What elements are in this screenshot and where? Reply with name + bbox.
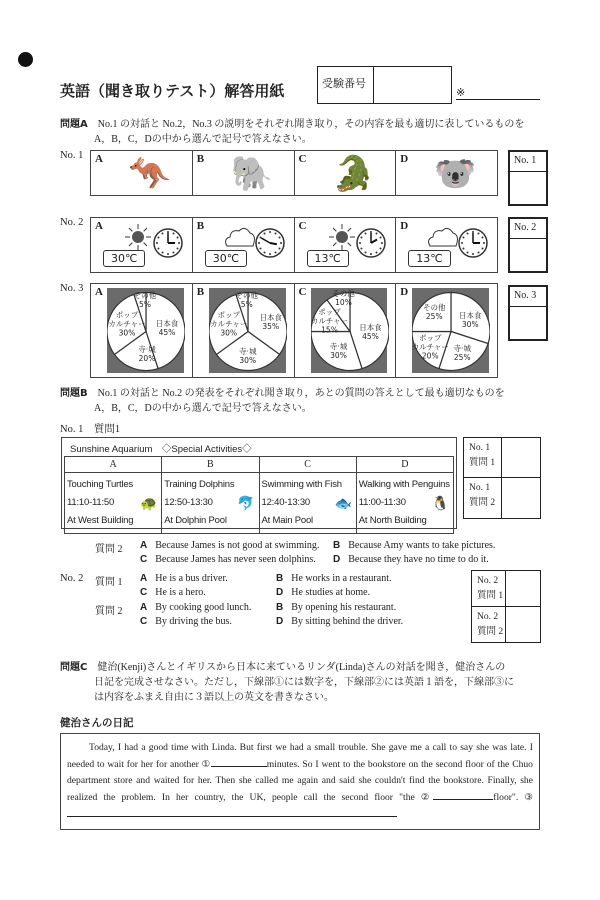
answer-row [472,571,540,607]
exam-number-label: 受験番号 [318,67,374,103]
pie-chart-option [396,284,497,377]
row-label: No. 2 [60,217,84,228]
option-key: C [140,587,148,598]
temperature-label: 13℃ [408,250,450,267]
answer-box-no2[interactable] [508,217,548,273]
option-letter: B [196,220,205,232]
clock-icon [457,227,489,264]
activities-table [64,456,454,534]
fish-icon: 🐟 [334,495,352,511]
pie-chart-option [193,284,295,377]
activity-cell [356,473,453,534]
option-letter: D [400,220,409,232]
option-letter: A [95,220,103,232]
answer-option [140,540,319,551]
activity-activity: Touching Turtles [67,479,133,490]
activity-time: 11:00-11:30 [358,497,406,508]
no2-q1-label: 質問 1 [95,577,123,588]
pie-chart [209,288,286,373]
option-text: He works in a restaurant. [291,573,392,584]
weather-option [295,218,397,272]
pie-slice-label: 寺·城 25% [453,344,471,362]
turtle-icon: 🐢 [140,495,158,511]
answer-label: No. 2 [510,219,546,239]
answer-option [333,554,489,565]
section-b-instruction [60,386,505,416]
answer-row [472,607,540,643]
column-header: B [162,457,259,473]
no2-label: No. 2 [60,573,84,584]
option-letter: C [298,286,307,298]
activity-time: 12:50-13:30 [164,497,213,508]
option-key: B [333,540,341,551]
row-label: No. 1 [60,150,84,161]
option-key: C [140,616,148,627]
activity-place: At North Building [358,515,427,526]
cloud-icon [426,224,460,250]
option-letter: D [400,286,409,298]
section-b-label: 問題B [60,388,88,399]
no3-panels [90,283,498,378]
activity-time: 12:40-13:30 [261,497,311,508]
option-key: A [140,602,148,613]
answer-grid-no1 [463,437,541,519]
pie-slice-label: 寺·城 20% [138,345,156,363]
sun-icon [325,224,359,250]
temperature-label: 30℃ [103,250,145,267]
column-header: C [259,457,356,473]
row-label: No. 3 [60,283,84,294]
pie-slice-label: その他 5% [133,291,157,309]
no1-question1-label: No. 1 質問1 [60,424,121,435]
pie-slice-label: ポップ カルチャー 30% [210,310,248,338]
pie-slice-label: ポップ カルチャー 15% [310,307,349,335]
section-a-label: 問題A [60,119,88,130]
cloud-icon [223,224,257,250]
pie-chart-option [91,284,193,377]
dolphin-icon: 🐬 [237,495,255,511]
kangaroo-icon: 🦘 [128,156,172,193]
pie-slice-label: その他 5% [235,291,258,309]
temperature-label: 13℃ [307,250,349,267]
option-text: He is a bus driver. [155,573,228,584]
answer-field[interactable] [506,607,540,643]
mark-field[interactable]: ※ [456,86,540,100]
option-key: B [276,602,284,613]
exam-number-box [317,66,452,104]
crocodile-icon: 🐊 [332,156,375,193]
answer-label: No. 3 [510,287,546,307]
instruction-text: 日記を完成させなさい。ただし，下線部①には数字を，下線部②には英語１語を，下線部③に [94,677,514,688]
option-key: C [140,554,148,565]
no2-q2-label: 質問 2 [95,606,123,617]
activity-cell [65,473,162,534]
answer-field[interactable] [506,571,540,606]
blank-1-input[interactable] [211,756,267,767]
answer-option [276,616,403,627]
answer-label-no: No. 1 [469,443,491,453]
pie-slice-label: その他 10% [332,289,355,307]
answer-label-no: No. 1 [469,483,491,493]
answer-label-question: 質問 2 [477,626,504,637]
answer-label [472,607,506,643]
activity-activity: Training Dolphins [164,479,235,490]
pie-chart-option [295,284,397,377]
column-header: D [356,457,453,473]
answer-option [276,602,396,613]
activity-place: At West Building [67,515,134,526]
activity-time: 11:10-11:50 [67,497,115,508]
koala-icon: 🐨 [433,156,477,193]
option-text: By sitting behind the driver. [291,616,404,627]
no1-panels [90,150,498,196]
answer-label-no: No. 2 [477,611,499,622]
answer-option [140,616,232,627]
elephant-icon: 🐘 [230,156,273,193]
answer-box-no3[interactable] [508,285,548,341]
pie-slice-label: 寺·城 30% [329,342,348,360]
answer-field[interactable] [502,438,540,477]
pie-chart [311,288,388,373]
answer-option [140,587,206,598]
option-key: D [276,587,284,598]
instruction-text: A，B，C，Dの中から選んで記号で答えなさい。 [94,403,312,414]
answer-label-question: 質問 1 [469,458,496,468]
temperature-label: 30℃ [205,250,247,267]
answer-label-question: 質問 2 [469,498,496,508]
pie-slice-label: 日本食 45% [359,323,382,341]
pie-slice-label: ポップ カルチャー 30% [108,310,146,338]
answer-label-question: 質問 1 [477,591,504,601]
exam-number-field[interactable] [374,67,451,103]
page-title: 英語（聞き取りテスト）解答用紙 [60,82,285,100]
weather-option [91,218,193,272]
clock-icon [152,227,184,264]
option-key: A [140,573,148,584]
option-text: He studies at home. [291,587,371,598]
answer-box-no1[interactable] [508,150,548,206]
answer-row [464,478,540,518]
diary-title: 健治さんの日記 [60,717,134,729]
answer-option [333,540,495,551]
option-letter: A [95,286,103,298]
answer-label: No. 1 [510,152,546,172]
option-letter: D [400,153,409,165]
pie-slice-label: 寺·城 30% [239,347,257,365]
pie-slice-label: 日本食 30% [459,311,482,329]
option-letter: C [298,220,307,232]
option-letter: B [196,286,205,298]
answer-grid-no2 [471,570,541,643]
option-text: He is a hero. [155,587,206,598]
aquarium-schedule [61,437,457,529]
sun-icon [121,224,155,250]
option-key: D [333,554,341,565]
answer-field[interactable] [502,478,540,518]
blank-3-input[interactable] [67,806,397,817]
section-a-instruction [60,117,524,147]
option-d-koala [396,151,497,195]
registration-dot [18,52,33,67]
activity-place: At Dolphin Pool [164,515,227,526]
activity-cell [259,473,356,534]
penguin-icon: 🐧 [431,495,449,511]
clock-icon [254,227,286,264]
option-key: A [140,540,148,551]
activity-place: At Main Pool [261,515,313,526]
instruction-text: A，B，C，Dの中から選んで記号で答えなさい。 [94,134,312,145]
option-text: Because James has never seen dolphins. [155,554,316,565]
option-text: By driving the bus. [155,616,232,627]
pie-chart [412,288,489,373]
instruction-text: 健治(Kenji)さんとイギリスから日本に来ているリンダ(Linda)さんの対話を聞き，健治さんの [97,662,506,673]
option-letter: A [95,153,103,165]
weather-option [193,218,295,272]
instruction-text: は内容をふまえ自由に３語以上の英文を書きなさい。 [94,692,334,703]
instruction-text: No.1 の対話と No.2，No.3 の説明をそれぞれ聞き取り，その内容を最も適切に表しているものを [97,119,525,130]
option-c-crocodile [295,151,397,195]
answer-label [464,478,502,518]
pie-chart [107,288,184,373]
option-text: Because Amy wants to take pictures. [348,540,496,551]
option-key: D [276,616,284,627]
q2-label: 質問 2 [95,544,123,555]
pie-slice-label: その他 25% [423,303,446,321]
no2-panels [90,217,498,273]
answer-label [464,438,502,477]
answer-label [472,571,506,606]
section-c-label: 問題C [60,662,88,673]
diary-text: floor". ③ [493,792,533,803]
answer-option [140,602,251,613]
activity-activity: Swimming with Fish [261,479,342,490]
answer-option [140,554,316,565]
answer-option [276,573,391,584]
diary-text: minutes. So I went to the bookstore on the second floor of the Chuo department store and waited for her. Then she called me again and said she couldn't find the bookstore. Finally, she realized the problem. In her country, the UK, people call the second floor "the ② [67,759,533,803]
diary-text: Today, I had a good time with Linda. But first we had a small trouble. She gave me a call to say she was late. I needed to wait for her for another ① [67,742,533,770]
instruction-text: No.1 の対話と No.2 の発表をそれぞれ聞き取り，あとの質問の答えとして最も適切なものを [97,388,505,399]
column-header: A [65,457,162,473]
option-letter: C [298,153,307,165]
answer-option [140,573,228,584]
option-key: B [276,573,284,584]
answer-row [464,438,540,478]
option-text: By cooking good lunch. [155,602,252,613]
option-letter: B [196,153,205,165]
option-text: Because James is not good at swimming. [155,540,320,551]
answer-option [276,587,370,598]
activity-cell [162,473,259,534]
blank-2-input[interactable] [433,789,493,800]
option-text: By opening his restaurant. [291,602,397,613]
answer-label-no: No. 2 [477,576,499,586]
clock-icon [355,227,387,264]
pie-slice-label: 日本食 45% [155,319,179,337]
activity-activity: Walking with Penguins [358,479,450,490]
option-text: Because they have no time to do it. [348,554,489,565]
option-a-kangaroo [91,151,193,195]
section-c-instruction [60,660,514,705]
pie-slice-label: 日本食 35% [259,313,282,331]
aquarium-title: Sunshine Aquarium ◇Special Activities◇ [70,444,252,455]
pie-slice-label: ポップ カルチャー 20% [411,333,449,361]
option-b-elephant [193,151,295,195]
weather-option [396,218,497,272]
diary-box [60,733,540,830]
